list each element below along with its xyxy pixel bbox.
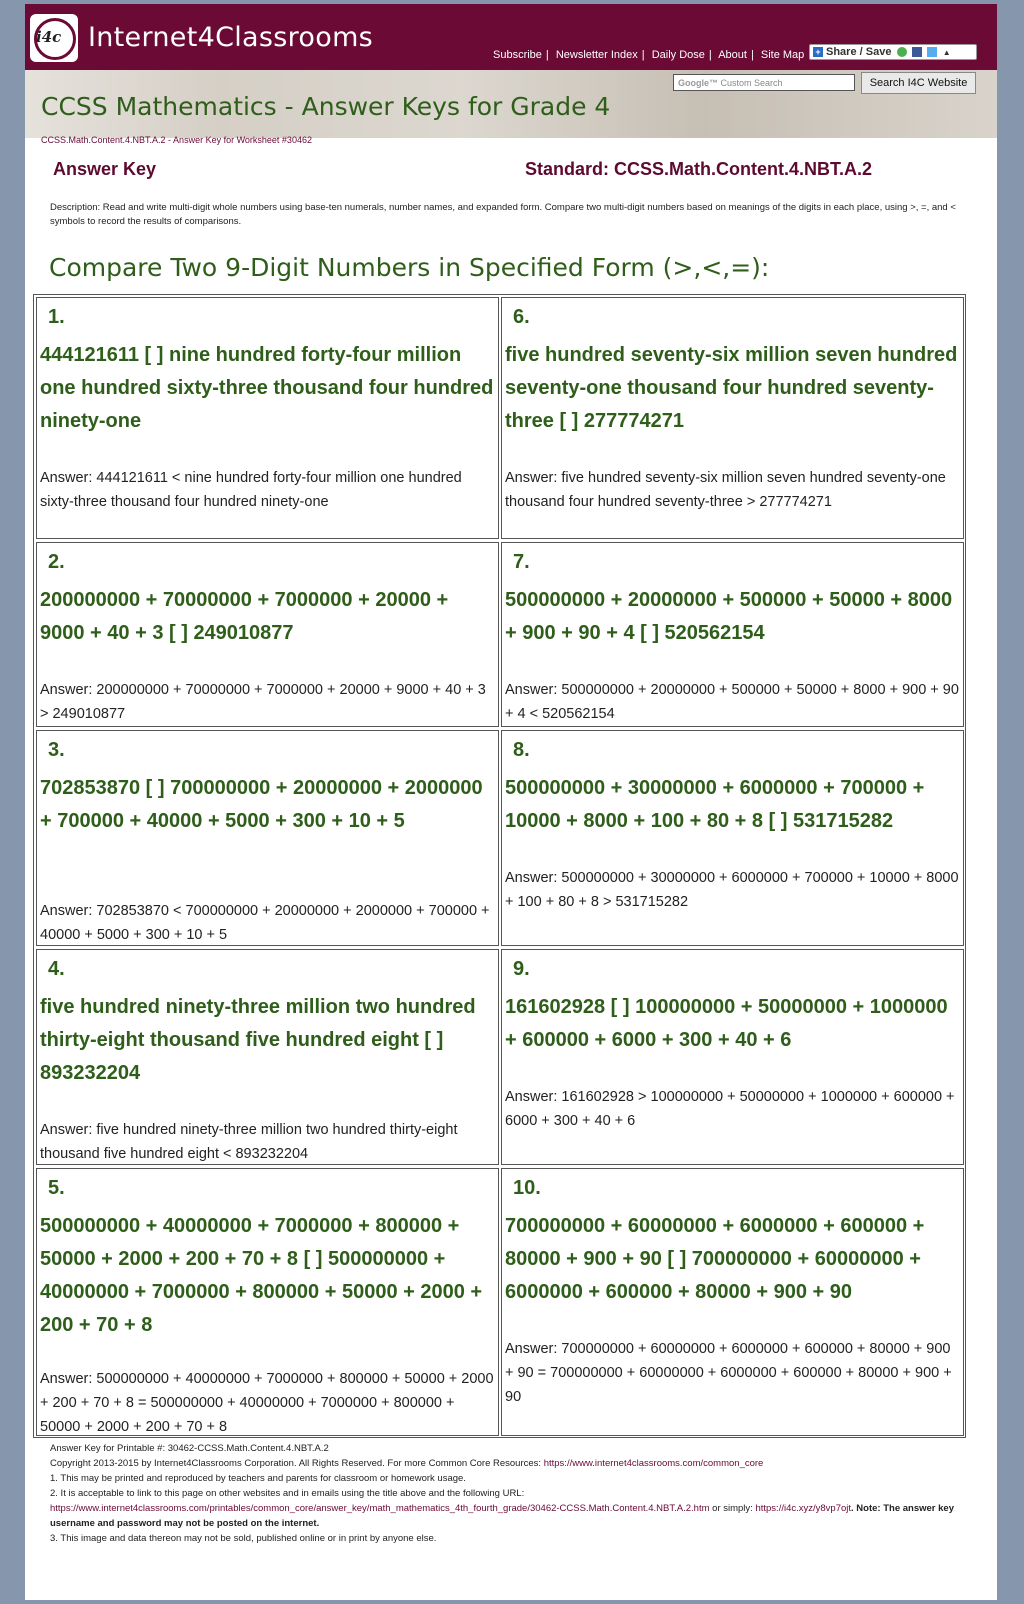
problem-cell: [36, 297, 499, 539]
short-url-link[interactable]: https://i4c.xyz/y8vp7ojt: [755, 1503, 852, 1514]
problem-number: 4.: [48, 958, 65, 980]
standard-label: Standard: CCSS.Math.Content.4.NBT.A.2: [525, 159, 873, 179]
url-line: [50, 1501, 990, 1531]
breadcrumb[interactable]: CCSS.Math.Content.4.NBT.A.2 - Answer Key for Worksheet #30462: [41, 135, 312, 145]
problem-question: five hundred ninety-three million two hundred thirty-eight thousand five hundred eight [ ] 893232204: [40, 996, 476, 1084]
password-note: . Note: The answer key username and password may not be posted on the internet.: [50, 1503, 954, 1529]
nav-site-map[interactable]: Site Map: [760, 49, 805, 61]
problem-answer: Answer: 500000000 + 40000000 + 7000000 + 800000 + 50000 + 2000 + 200 + 70 + 8 = 500000000 + 40000000 + 7000000 + 800000 + 50000 + 2000 + 200 + 70 + 8: [40, 1371, 494, 1435]
problem-number: 1.: [48, 306, 65, 328]
problem-question: 200000000 + 70000000 + 7000000 + 20000 + 9000 + 40 + 3 [ ] 249010877: [40, 589, 449, 644]
problem-number: 5.: [48, 1177, 65, 1199]
problem-answer: Answer: 444121611 < nine hundred forty-four million one hundred sixty-three thousand four hundred ninety-one: [40, 470, 462, 510]
nav-about[interactable]: About: [718, 49, 747, 61]
problem-question: 702853870 [ ] 700000000 + 20000000 + 2000000 + 700000 + 40000 + 5000 + 300 + 10 + 5: [40, 777, 483, 832]
problem-answer: Answer: 161602928 > 100000000 + 50000000 + 1000000 + 600000 + 6000 + 300 + 40 + 6: [505, 1089, 955, 1129]
note-3: 3. This image and data thereon may not be sold, published online or in print by anyone else.: [50, 1533, 437, 1544]
nav-subscribe[interactable]: Subscribe: [493, 49, 542, 61]
problem-number: 2.: [48, 551, 65, 573]
nav-daily-dose[interactable]: Daily Dose: [651, 49, 705, 61]
problem-cell: [501, 297, 964, 539]
header-bar: [25, 4, 997, 70]
problem-cell: [501, 949, 964, 1165]
or-simply-text: or simply:: [709, 1503, 756, 1514]
problem-question: 161602928 [ ] 100000000 + 50000000 + 1000000 + 600000 + 6000 + 300 + 40 + 6: [505, 996, 948, 1051]
copyright-line: [50, 1456, 990, 1471]
problem-cell: [36, 1168, 499, 1436]
problem-question: 500000000 + 30000000 + 6000000 + 700000 + 10000 + 8000 + 100 + 80 + 8 [ ] 531715282: [505, 777, 925, 832]
problem-question: 444121611 [ ] nine hundred forty-four million one hundred sixty-three thousand four hundred ninety-one: [40, 344, 494, 432]
top-nav: Subscribe | Newsletter Index | Daily Dose | About | Site Map: [493, 49, 805, 61]
worksheet-url-link[interactable]: https://www.internet4classrooms.com/printables/common_core/answer_key/math_mathematics_4th_fourth_grade/30462-CCSS.Math.Content.4.NBT.A.2.htm: [50, 1503, 710, 1514]
problem-question: 700000000 + 60000000 + 6000000 + 600000 + 80000 + 900 + 90 [ ] 700000000 + 60000000 + 6000000 + 600000 + 80000 + 900 + 90: [505, 1215, 925, 1303]
search-input[interactable]: [673, 74, 855, 91]
problem-answer: Answer: 500000000 + 30000000 + 6000000 + 700000 + 10000 + 8000 + 100 + 80 + 8 > 531715282: [505, 870, 959, 910]
description: Description: Read and write multi-digit whole numbers using base-ten numerals, number names, and expanded form. Compare two multi-digit numbers based on meanings of the digits in each place, using >, =, and < symbols to record the results of comparisons.: [50, 202, 956, 227]
problem-question: 500000000 + 20000000 + 500000 + 50000 + 8000 + 900 + 90 + 4 [ ] 520562154: [505, 589, 953, 644]
answer-grid: [33, 294, 966, 1438]
google-brand: Google™: [678, 78, 718, 88]
search-button[interactable]: Search I4C Website: [861, 72, 976, 94]
twitter-icon[interactable]: [927, 47, 937, 57]
search-placeholder: Custom Search: [720, 78, 783, 88]
problem-question: five hundred seventy-six million seven hundred seventy-one thousand four hundred seventy-three [ ] 277774271: [505, 344, 958, 432]
share-label: Share / Save: [826, 46, 892, 58]
note-1: 1. This may be printed and reproduced by teachers and parents for classroom or homework usage.: [50, 1473, 466, 1484]
problem-cell: [36, 542, 499, 727]
share-dropdown-icon[interactable]: ▲: [942, 48, 951, 57]
logo-text: i4c: [36, 28, 62, 46]
page-title: CCSS Mathematics - Answer Keys for Grade 4: [41, 92, 611, 121]
problem-answer: Answer: 702853870 < 700000000 + 20000000 + 2000000 + 700000 + 40000 + 5000 + 300 + 10 + 5: [40, 903, 490, 943]
nav-newsletter-index[interactable]: Newsletter Index: [555, 49, 638, 61]
problem-question: 500000000 + 40000000 + 7000000 + 800000 + 50000 + 2000 + 200 + 70 + 8 [ ] 500000000 + 40000000 + 7000000 + 800000 + 50000 + 2000 + 200 + 70 + 8: [40, 1215, 483, 1336]
site-name[interactable]: Internet4Classrooms: [88, 22, 374, 53]
problem-cell: [501, 730, 964, 946]
problem-number: 6.: [513, 306, 530, 328]
problem-answer: Answer: 500000000 + 20000000 + 500000 + 50000 + 8000 + 900 + 90 + 4 < 520562154: [505, 682, 959, 722]
share-save-button[interactable]: [809, 44, 977, 60]
footer: [50, 1441, 990, 1546]
problem-number: 9.: [513, 958, 530, 980]
problem-number: 8.: [513, 739, 530, 761]
printable-line: Answer Key for Printable #: 30462-CCSS.Math.Content.4.NBT.A.2: [50, 1443, 329, 1454]
problem-number: 7.: [513, 551, 530, 573]
problem-answer: Answer: 200000000 + 70000000 + 7000000 + 20000 + 9000 + 40 + 3 > 249010877: [40, 682, 486, 722]
page: [25, 4, 997, 1600]
share-plus-icon: +: [813, 47, 823, 57]
common-core-link[interactable]: https://www.internet4classrooms.com/common_core: [543, 1458, 764, 1469]
problem-number: 10.: [513, 1177, 541, 1199]
copyright-text: Copyright 2013-2015 by Internet4Classrooms Corporation. All Rights Reserved. For more Common Core Resources:: [50, 1458, 544, 1469]
answer-key-label: Answer Key: [53, 159, 157, 179]
problem-cell: [501, 542, 964, 727]
problem-answer: Answer: five hundred ninety-three million two hundred thirty-eight thousand five hundred eight < 893232204: [40, 1122, 458, 1162]
problem-cell: [36, 730, 499, 946]
email-share-icon[interactable]: [897, 47, 907, 57]
worksheet-title: Compare Two 9-Digit Numbers in Specified Form (>,<,=):: [49, 253, 770, 282]
facebook-icon[interactable]: [912, 47, 922, 57]
site-logo[interactable]: [30, 14, 78, 62]
note-2: 2. It is acceptable to link to this page on other websites and in emails using the title above and the following URL:: [50, 1488, 525, 1499]
problem-answer: Answer: 700000000 + 60000000 + 6000000 + 600000 + 80000 + 900 + 90 = 700000000 + 60000000 + 6000000 + 600000 + 80000 + 900 + 90: [505, 1341, 952, 1405]
problem-number: 3.: [48, 739, 65, 761]
problem-cell: [36, 949, 499, 1165]
problem-cell: [501, 1168, 964, 1436]
problem-answer: Answer: five hundred seventy-six million seven hundred seventy-one thousand four hundred seventy-three > 277774271: [505, 470, 946, 510]
